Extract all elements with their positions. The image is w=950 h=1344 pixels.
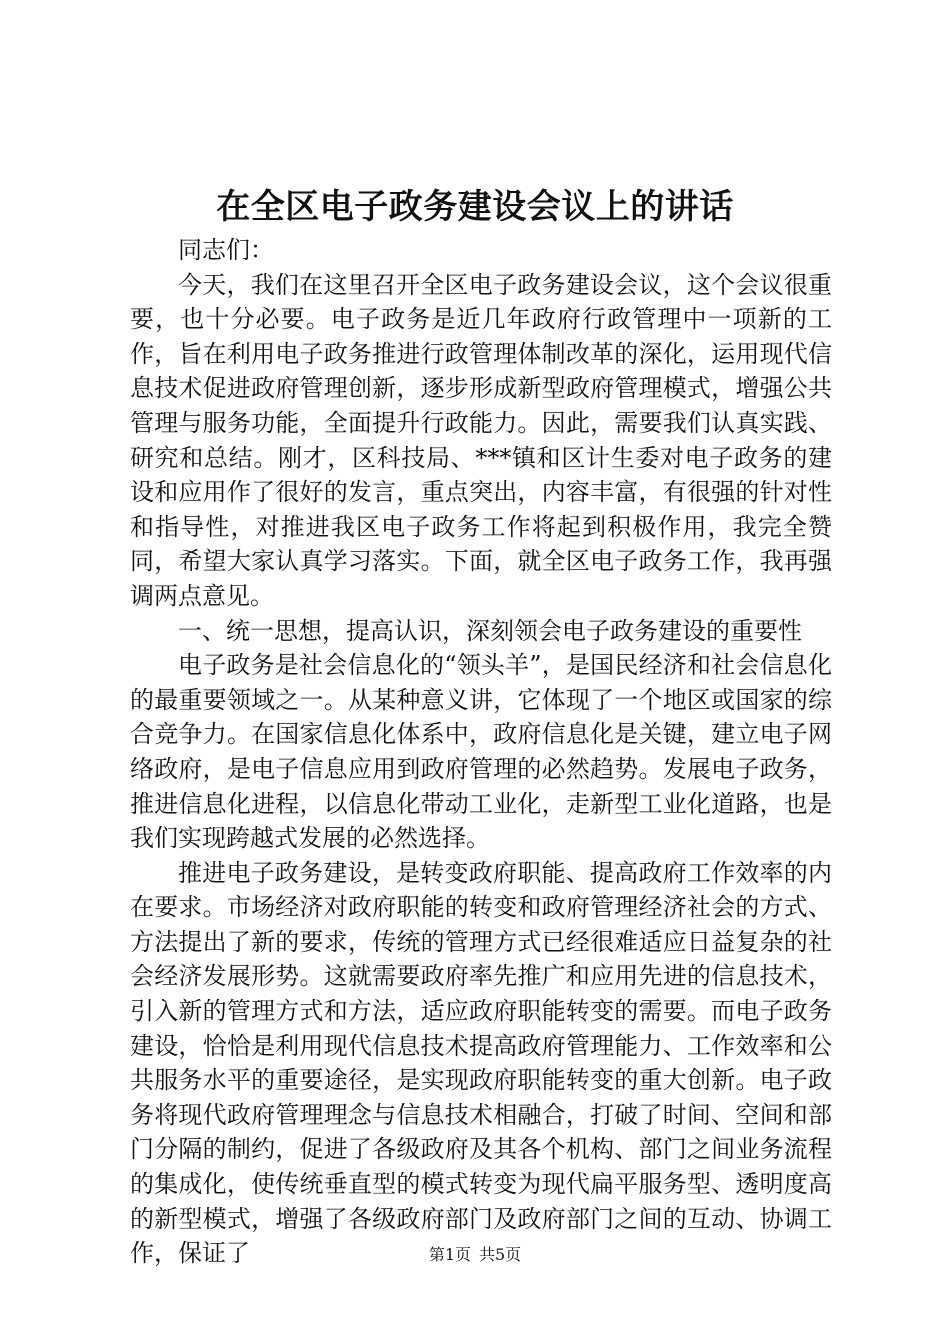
page-number: 第1页 (428, 1245, 471, 1264)
body-paragraph: 今天，我们在这里召开全区电子政务建设会议，这个会议很重要，也十分必要。电子政务是近几年政府行政管理中一项新的工作，旨在利用电子政务推进行政管理体制改革的深化，运用现代信息技术促进政府管理创新，逐步形成新型政府管理模式，增强公共管理与服务功能，全面提升行政能力。因此，需要我们认真实践、研究和总结。刚才，区科技局、***镇和区计生委对电子政务的建设和应用作了很好的发言，重点突出，内容丰富，有很强的针对性和指导性，对推进我区电子政务工作将起到积极作用，我完全赞同，希望大家认真学习落实。下面，就全区电子政务工作，我再强调两点意见。 (130, 270, 832, 610)
document-title: 在全区电子政务建设会议上的讲话 (216, 187, 734, 227)
page-footer (0, 1244, 950, 1266)
body-paragraph: 推进电子政务建设，是转变政府职能、提高政府工作效率的内在要求。市场经济对政府职能的转变和政府管理经济社会的方式、方法提出了新的要求，传统的管理方式已经很难适应日益复杂的社会经济发展形势。这就需要政府率先推广和应用先进的信息技术，引入新的管理方式和方法，适应政府职能转变的需要。而电子政务建设，恰恰是利用现代信息技术提高政府管理能力、工作效率和公共服务水平的重要途径，是实现政府职能转变的重大创新。电子政务将现代政府管理理念与信息技术相融合，打破了时间、空间和部门分隔的制约，促进了各级政府及其各个机构、部门之间业务流程的集成化，使传统垂直型的模式转变为现代扁平服务型、透明度高的新型模式，增强了各级政府部门及政府部门之间的互动、协调工作，保证了 (130, 858, 832, 1268)
body-paragraph: 电子政务是社会信息化的“领头羊”，是国民经济和社会信息化的最重要领域之一。从某种意义讲，它体现了一个地区或国家的综合竞争力。在国家信息化体系中，政府信息化是关键，建立电子网络政府，是电子信息应用到政府管理的必然趋势。发展电子政务，推进信息化进程，以信息化带动工业化，走新型工业化道路，也是我们实现跨越式发展的必然选择。 (130, 651, 832, 853)
document-body (130, 233, 832, 1271)
section-heading-paragraph: 一、统一思想，提高认识，深刻领会电子政务建设的重要性 (178, 616, 802, 645)
page-total: 共5页 (479, 1245, 522, 1264)
salutation-paragraph: 同志们： (178, 236, 274, 264)
